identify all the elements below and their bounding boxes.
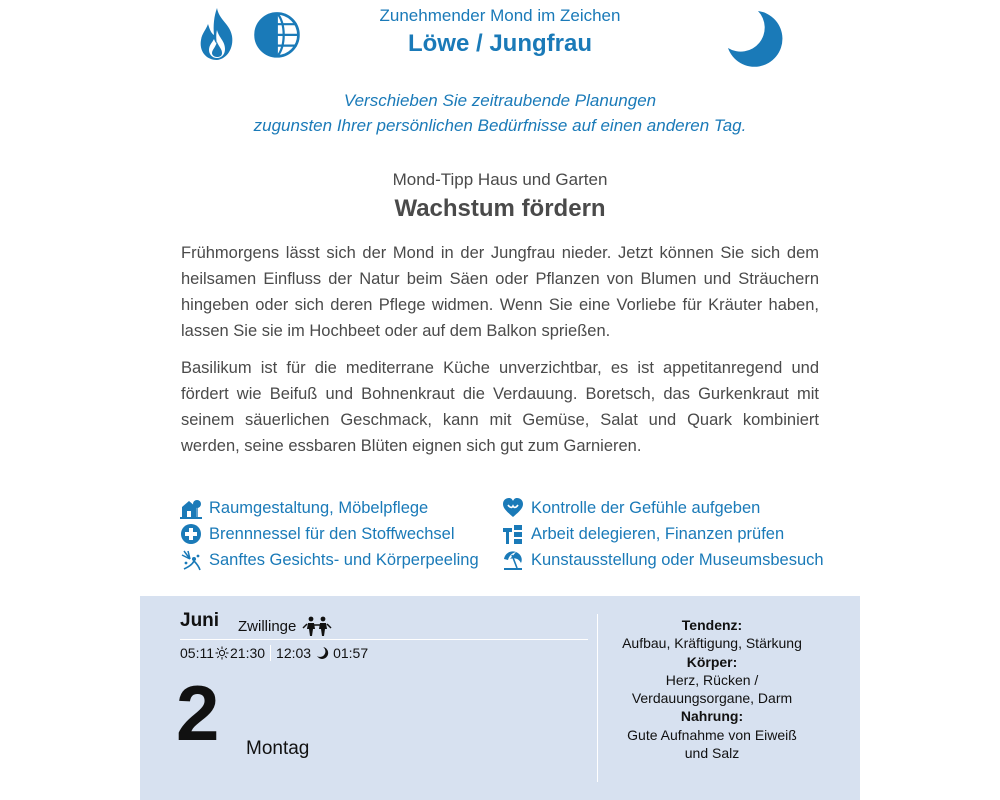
gemini-twins-icon bbox=[302, 616, 332, 636]
sun-icon bbox=[215, 646, 229, 660]
tip-label: Kontrolle der Gefühle aufgeben bbox=[531, 498, 761, 517]
article-paragraph: Frühmorgens lässt sich der Mond in der Jungfrau nieder. Jetzt können Sie sich dem heilsamen Einfluss der Natur beim Säen oder Pflanzen von Blumen und Sträuchern hingeben oder sich deren Pflege widmen. Wenn Sie eine Vorliebe für Kräuter haben, lassen Sie sie im Hochbeet oder auf dem Balkon sprießen. bbox=[181, 244, 819, 340]
tagline bbox=[0, 88, 1000, 138]
info-text: Gute Aufnahme von Eiweiß bbox=[627, 726, 797, 743]
divider bbox=[597, 614, 598, 782]
work-money-icon bbox=[502, 523, 524, 545]
beauty-spa-icon bbox=[180, 549, 202, 571]
header-title: Löwe / Jungfrau bbox=[407, 30, 592, 57]
tip-label: Arbeit delegieren, Finanzen prüfen bbox=[531, 524, 785, 543]
tips-list bbox=[180, 496, 830, 572]
tip-item bbox=[180, 548, 502, 572]
medical-cross-icon bbox=[180, 523, 202, 545]
divider bbox=[180, 639, 588, 640]
info-text: Verdauungsorgane, Darm bbox=[631, 690, 793, 707]
tip-label: Brennnessel für den Stoffwechsel bbox=[209, 524, 455, 543]
moonrise-time: 12:03 bbox=[276, 645, 312, 661]
tip-item bbox=[502, 548, 830, 572]
crescent-moon-icon bbox=[724, 8, 784, 68]
info-text: Aufbau, Kräftigung, Stärkung bbox=[622, 635, 802, 652]
beach-umbrella-icon bbox=[502, 549, 524, 571]
tip-label: Sanftes Gesichts- und Körperpeeling bbox=[209, 550, 479, 569]
moon-icon bbox=[315, 646, 329, 660]
info-label: Nahrung: bbox=[680, 708, 744, 725]
zodiac-sign bbox=[238, 616, 332, 636]
sunset-time: 21:30 bbox=[230, 645, 266, 661]
day-number: 2 bbox=[176, 669, 220, 757]
tip-item bbox=[180, 496, 502, 520]
moonset-time: 01:57 bbox=[333, 645, 369, 661]
info-label: Tendenz: bbox=[681, 617, 743, 633]
tip-subtitle: Mond-Tipp Haus und Garten bbox=[392, 170, 608, 189]
article-paragraph: Basilikum ist für die mediterrane Küche unverzichtbar, es ist appetitanregend und fördert wie Beifuß und Bohnenkraut die Verdauung. Boretsch, das Gurkenkraut mit seinem säuerlichen Geschmack, kann mit Gemüse, Salat und Quark kombiniert werden, seine essbaren Blüten eignen sich gut zum Garnieren. bbox=[181, 359, 819, 455]
tagline-line: zugunsten Ihrer persönlichen Bedürfnisse auf einen anderen Tag. bbox=[253, 116, 747, 135]
tip-label: Kunstausstellung oder Museumsbesuch bbox=[531, 550, 824, 569]
tip-label: Raumgestaltung, Möbelpflege bbox=[209, 498, 429, 517]
house-tree-icon bbox=[180, 497, 202, 519]
month-label: Juni bbox=[180, 610, 220, 631]
zodiac-label: Zwillinge bbox=[238, 617, 297, 635]
divider bbox=[270, 645, 271, 661]
tip-title: Wachstum fördern bbox=[394, 195, 606, 222]
weekday-label: Montag bbox=[246, 738, 310, 759]
tip-item bbox=[180, 522, 502, 546]
day-info bbox=[600, 616, 824, 762]
tip-item bbox=[502, 522, 830, 546]
header-subtitle: Zunehmender Mond im Zeichen bbox=[379, 6, 621, 25]
tip-item bbox=[502, 496, 830, 520]
sunrise-time: 05:11 bbox=[180, 645, 214, 661]
tagline-line: Verschieben Sie zeitraubende Planungen bbox=[343, 91, 657, 110]
sun-moon-times bbox=[180, 645, 368, 661]
info-label: Körper: bbox=[686, 653, 738, 670]
heart-icon bbox=[502, 497, 524, 519]
calendar-day-panel bbox=[140, 596, 860, 800]
info-text: Herz, Rücken / bbox=[665, 671, 759, 688]
info-text: und Salz bbox=[684, 745, 740, 762]
